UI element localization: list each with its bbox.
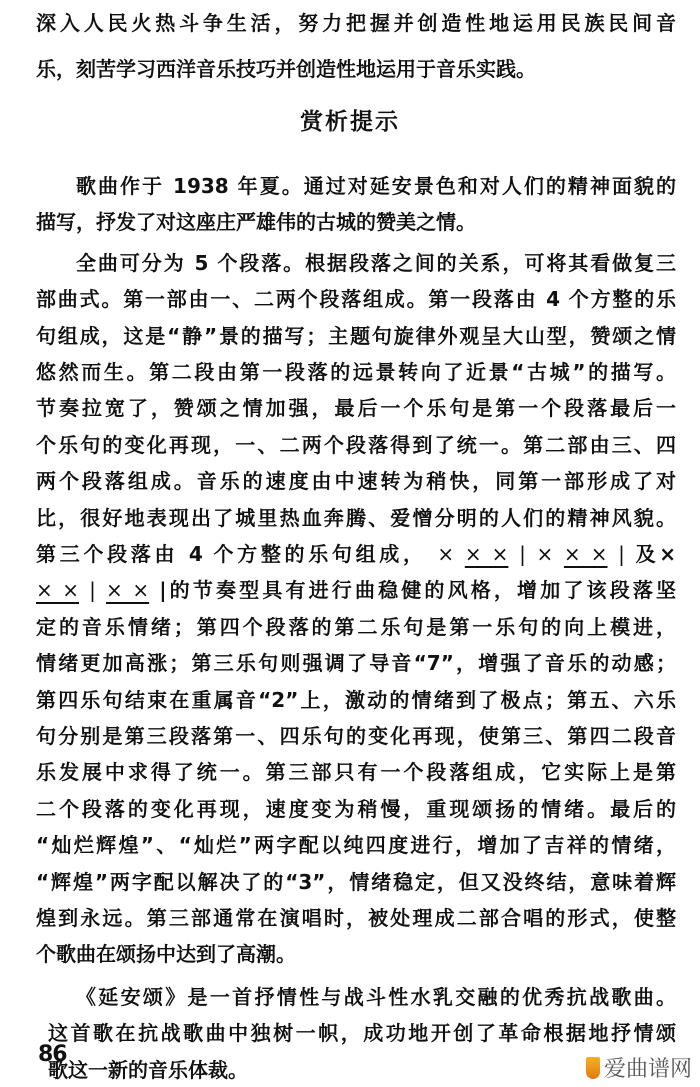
rhythm-notation: × × (36, 578, 80, 603)
body-line: 歌曲作于 1938 年夏。通过对延安景色和对人们的精神面貌的 (76, 174, 676, 198)
rhythm-notation: × × (563, 542, 608, 566)
body-line: 歌这一新的音乐体裁。 (48, 1057, 248, 1082)
rhythm-notation: | (89, 578, 96, 603)
body-line: 比，很好地表现出了城里热血奔腾、爱憎分明的人们的精神风貌。 (36, 505, 676, 530)
body-line (36, 576, 676, 604)
intro-line: 深入人民火热斗争生活，努力把握并创造性地运用民族民间音 (36, 11, 676, 35)
body-line: 部曲式。第一部由一、二两个段落组成。第一段落由 4 个方整的乐 (36, 287, 676, 312)
music-note-icon (586, 1057, 600, 1079)
body-line: 二个段落的变化再现，速度变为稍慢，重现颂扬的情绪。最后的 (36, 796, 676, 821)
body-line: 句分别是第三段落第一、四乐句的变化再现，使第三、第四二段音 (36, 724, 676, 748)
body-line: 煌到永远。第三部通常在演唱时，被处理成二部合唱的形式，使整 (36, 906, 676, 930)
text-segment: 及× (635, 542, 677, 566)
page-number: 86 (38, 1042, 67, 1067)
body-line: 第四乐句结束在重属音“2”上，激动的情绪到了极点；第五、六乐 (36, 687, 676, 712)
rhythm-notation: | (618, 542, 625, 566)
watermark (586, 1052, 692, 1083)
body-line: 描写，抒发了对这座庄严雄伟的古城的赞美之情。 (36, 210, 476, 235)
body-line: 乐发展中求得了统一。第三部只有一个段落组成，它实际上是第 (36, 760, 676, 785)
text-segment: 第三个段落由 4 个方整的乐句组成， (36, 542, 427, 566)
body-line: 情绪更加高涨；第三乐句则强调了导音“7”，增强了音乐的动感； (36, 651, 676, 676)
rhythm-notation: × (536, 542, 554, 566)
body-line: 节奏拉宽了，赞颂之情加强，最后一个乐句是第一个段落最后一 (36, 396, 676, 421)
body-line (36, 540, 676, 568)
text-segment: |的节奏型具有进行曲稳健的风格，增加了该段落坚 (159, 578, 677, 603)
body-line: 个歌曲在颂扬中达到了高潮。 (36, 942, 296, 967)
watermark-text: 爱曲谱网 (603, 1057, 692, 1082)
body-line: “辉煌”两字配以解决了的“3”，情绪稳定，但又没终结，意味着辉 (36, 869, 676, 894)
body-line: 全曲可分为 5 个段落。根据段落之间的关系，可将其看做复三 (76, 250, 676, 275)
intro-line: 乐，刻苦学习西洋音乐技巧并创造性地运用于音乐实践。 (36, 57, 536, 81)
body-line: “灿烂辉煌”、“灿烂”两字配以纯四度进行，增加了吉祥的情绪， (36, 833, 676, 858)
rhythm-notation: × (437, 542, 455, 566)
rhythm-notation: × × (106, 578, 150, 603)
body-line: 两个段落组成。音乐的速度由中速转为稍快，同第一部形成了对 (36, 469, 676, 494)
section-title: 赏析提示 (300, 109, 400, 135)
body-line: 悠然而生。第二段由第一段落的远景转向了近景“古城”的描写。 (36, 360, 676, 384)
body-line: 《延安颂》是一首抒情性与战斗性水乳交融的优秀抗战歌曲。 (76, 984, 676, 1009)
rhythm-notation: | (519, 542, 526, 566)
rhythm-notation: × × (464, 542, 509, 566)
body-line: 句组成，这是“静”景的描写；主题句旋律外观呈大山型，赞颂之情 (36, 323, 676, 348)
body-line: 个乐句的变化再现，一、二两个段落得到了统一。第二部由三、四 (36, 432, 676, 457)
body-line: 定的音乐情绪；第四个段落的第二乐句是第一乐句的向上模进， (36, 614, 676, 639)
body-line: 这首歌在抗战歌曲中独树一帜，成功地开创了革命根据地抒情颂 (48, 1021, 676, 1046)
